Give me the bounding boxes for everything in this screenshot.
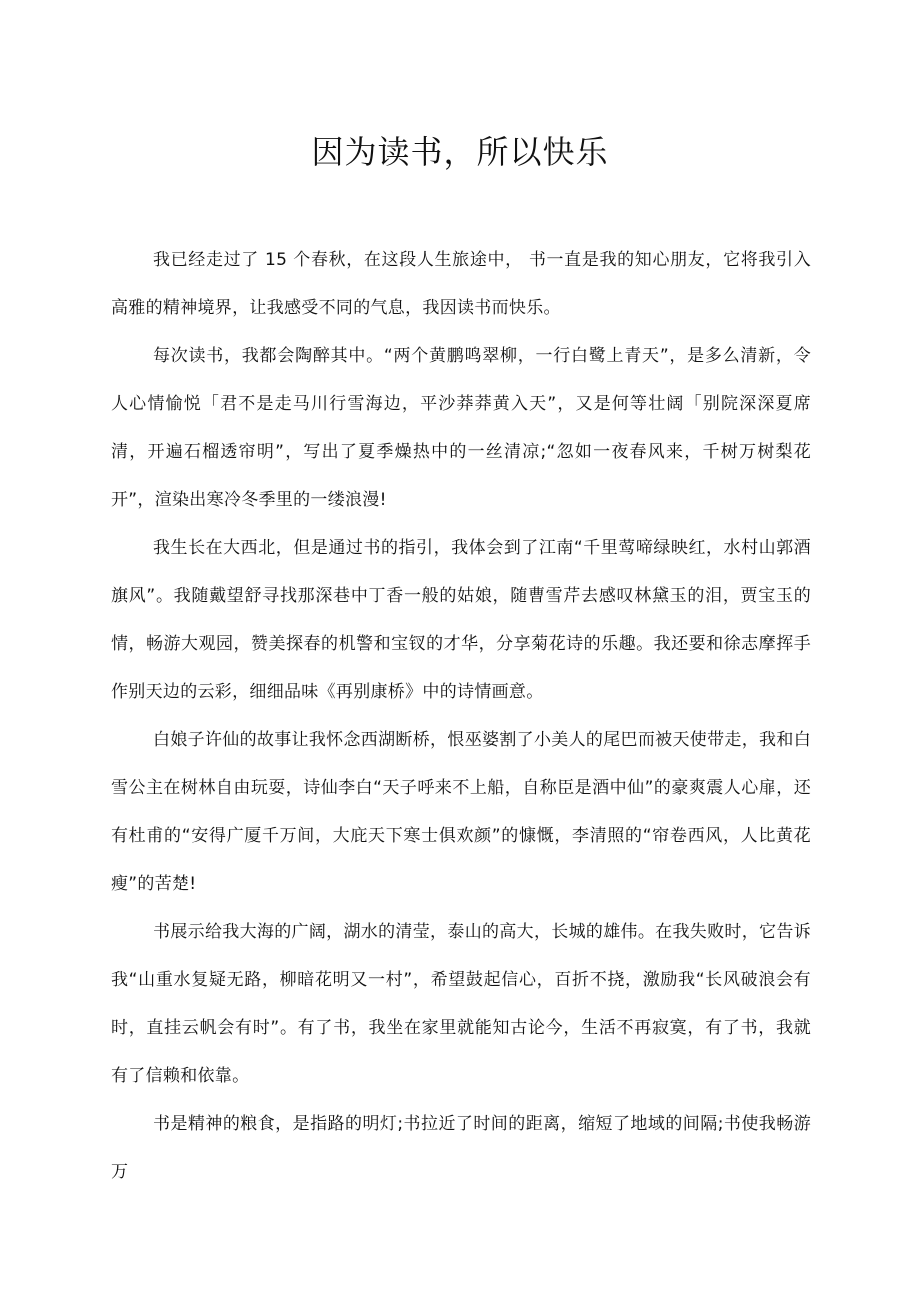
document-title: 因为读书，所以快乐 <box>311 133 609 171</box>
paragraph-1: 我已经走过了 15 个春秋，在这段人生旅途中， 书一直是我的知心朋友，它将我引入高雅的精神境界，让我感受不同的气息，我因读书而快乐。 <box>111 250 811 318</box>
paragraph-4: 白娘子许仙的故事让我怀念西湖断桥，恨巫婆割了小美人的尾巴而被天使带走，我和白雪公主在树林自由玩耍，诗仙李白“天子呼来不上船，自称臣是酒中仙”的豪爽震人心扉，还有杜甫的“安得广厦千万间，大庇天下寒士俱欢颜”的慷慨，李清照的“帘卷西风，人比黄花瘦”的苦楚! <box>111 730 811 894</box>
paragraph-3: 我生长在大西北，但是通过书的指引，我体会到了江南“千里莺啼绿映红，水村山郭酒旗风”。我随戴望舒寻找那深巷中丁香一般的姑娘，随曹雪芹去感叹林黛玉的泪，贾宝玉的情，畅游大观园，赞美探春的机警和宝钗的才华，分享菊花诗的乐趣。我还要和徐志摩挥手作别天边的云彩，细细品味《再别康桥》中的诗情画意。 <box>111 538 811 702</box>
paragraph-5: 书展示给我大海的广阔，湖水的清莹，泰山的高大，长城的雄伟。在我失败时，它告诉我“山重水复疑无路，柳暗花明又一村”，希望鼓起信心，百折不挠，激励我“长风破浪会有时，直挂云帆会有时”。有了书，我坐在家里就能知古论今，生活不再寂寞，有了书，我就有了信赖和依靠。 <box>111 922 811 1086</box>
document-body <box>111 236 811 1196</box>
paragraph-2: 每次读书，我都会陶醉其中。“两个黄鹏鸣翠柳，一行白鹭上青天”，是多么清新，令人心情愉悦「君不是走马川行雪海边，平沙莽莽黄入天”，又是何等壮阔「别院深深夏席清，开遍石榴透帘明”，写出了夏季燥热中的一丝清凉;“忽如一夜春风来，千树万树梨花开”，渲染出寒冷冬季里的一缕浪漫! <box>111 346 811 510</box>
paragraph-6: 书是精神的粮食，是指路的明灯;书拉近了时间的距离，缩短了地域的间隔;书使我畅游万 <box>111 1114 811 1182</box>
